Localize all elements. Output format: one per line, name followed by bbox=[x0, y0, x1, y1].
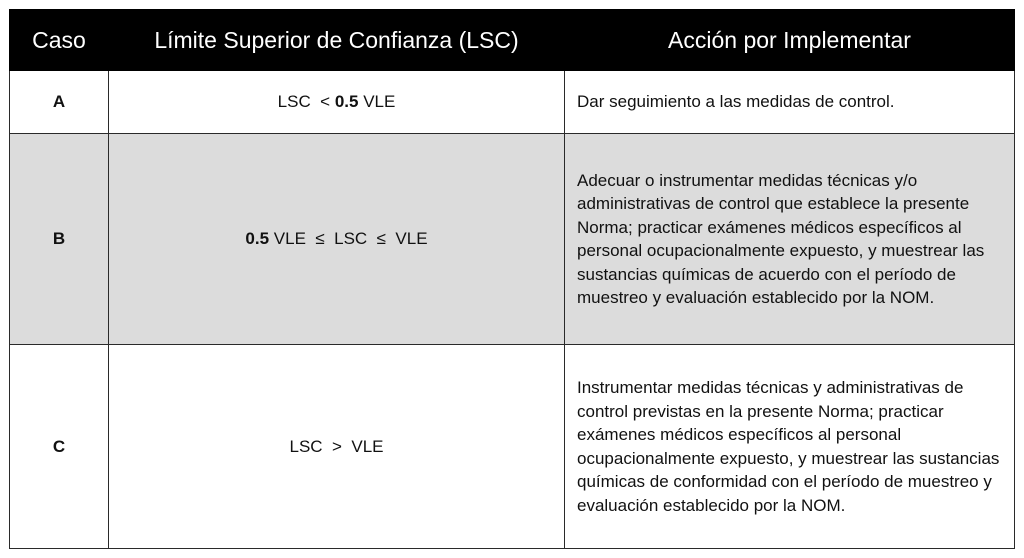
lsc-text-bold: 0.5 bbox=[245, 229, 270, 249]
lsc-text-bold: 0.5 bbox=[334, 92, 359, 112]
table-row-a bbox=[10, 71, 1015, 134]
lsc-condition-cell bbox=[109, 134, 565, 345]
caso-cell: A bbox=[10, 71, 109, 134]
header-lsc: Límite Superior de Confianza (LSC) bbox=[109, 10, 565, 71]
lsc-text-post: VLE ≤ LSC ≤ VLE bbox=[269, 229, 428, 249]
lsc-text-pre: LSC < bbox=[277, 92, 335, 112]
table-row-b bbox=[10, 134, 1015, 345]
lsc-text-pre: LSC > VLE bbox=[289, 436, 384, 456]
lsc-condition-cell bbox=[109, 345, 565, 549]
action-cell: Instrumentar medidas técnicas y administrativas de control previstas en la presente Norma; practicar exámenes médicos específicos al personal ocupacionalmente expuesto, y muestrear las sustancias químicas de conformidad con el período de muestreo y evaluación establecido por la NOM. bbox=[565, 345, 1015, 549]
action-cell: Adecuar o instrumentar medidas técnicas y/o administrativas de control que establece la presente Norma; practicar exámenes médicos específicos al personal ocupacionalmente expuesto, y muestrear las sustancias químicas de acuerdo con el período de muestreo y evaluación establecido por la NOM. bbox=[565, 134, 1015, 345]
table-row-c bbox=[10, 345, 1015, 549]
header-caso: Caso bbox=[10, 10, 109, 71]
lsc-text-post: VLE bbox=[358, 92, 396, 112]
header-accion: Acción por Implementar bbox=[565, 10, 1015, 71]
lsc-condition-cell bbox=[109, 71, 565, 134]
lsc-action-table bbox=[9, 9, 1015, 549]
header-row bbox=[10, 10, 1015, 71]
action-cell: Dar seguimiento a las medidas de control. bbox=[565, 71, 1015, 134]
caso-cell: B bbox=[10, 134, 109, 345]
caso-cell: C bbox=[10, 345, 109, 549]
